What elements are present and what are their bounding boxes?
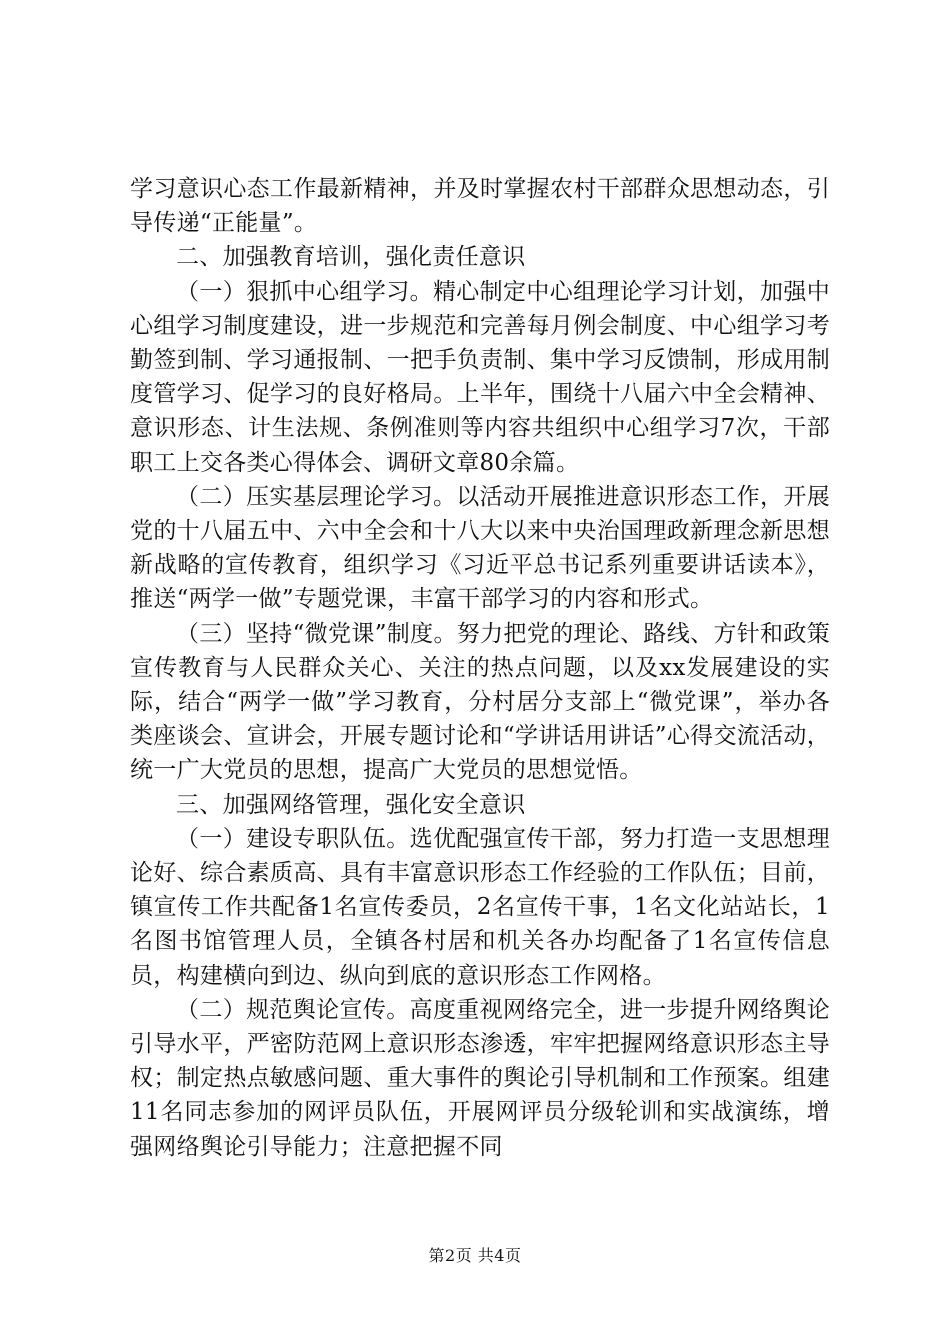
paragraph-public-opinion: （二）规范舆论宣传。高度重视网络完全，进一步提升网络舆论引导水平，严密防范网上意识形态渗透，牢牢把握网络意识形态主导权；制定热点敏感问题、重大事件的舆论引导机制和工作预案。组建11名同志参加的网评员队伍，开展网评员分级轮训和实战演练，增强网络舆论引导能力；注意把握不同 — [130, 996, 830, 1160]
page-number-footer: 第2页 共4页 — [428, 1246, 522, 1265]
section-heading-3: 三、加强网络管理，强化安全意识 — [176, 791, 526, 818]
paragraph-grassroots-theory: （二）压实基层理论学习。以活动开展推进意识形态工作，开展党的十八届五中、六中全会和十八大以来中央治国理政新理念新思想新战略的宣传教育，组织学习《习近平总书记系列重要讲话读本》，推送“两学一做”专题党课，丰富干部学习的内容和形式。 — [130, 483, 830, 613]
paragraph-continuation: 学习意识心态工作最新精神，并及时掌握农村干部群众思想动态，引导传递“正能量”。 — [130, 176, 830, 237]
paragraph-micro-lecture: （三）坚持“微党课”制度。努力把党的理论、路线、方针和政策宣传教育与人民群众关心、关注的热点问题，以及xx发展建设的实际，结合“两学一做”学习教育，分村居分支部上“微党课”，举办各类座谈会、宣讲会，开展专题讨论和“学讲话用讲话”心得交流活动，统一广大党员的思想，提高广大党员的思想觉悟。 — [130, 620, 830, 784]
paragraph-dedicated-team: （一）建设专职队伍。选优配强宣传干部，努力打造一支思想理论好、综合素质高、具有丰富意识形态工作经验的工作队伍；目前，镇宣传工作共配备1名宣传委员，2名宣传干事，1名文化站站长，1名图书馆管理人员，全镇各村居和机关各办均配备了1名宣传信息员，构建横向到边、纵向到底的意识形态工作网格。 — [130, 825, 830, 989]
section-heading-2: 二、加强教育培训，强化责任意识 — [176, 244, 526, 271]
document-body — [130, 172, 830, 1164]
paragraph-study-group: （一）狠抓中心组学习。精心制定中心组理论学习计划，加强中心组学习制度建设，进一步规范和完善每月例会制度、中心组学习考勤签到制、学习通报制、一把手负责制、集中学习反馈制，形成用制度管学习、促学习的良好格局。上半年，围绕十八届六中全会精神、意识形态、计生法规、条例准则等内容共组织中心组学习7次，干部职工上交各类心得体会、调研文章80余篇。 — [130, 278, 830, 476]
